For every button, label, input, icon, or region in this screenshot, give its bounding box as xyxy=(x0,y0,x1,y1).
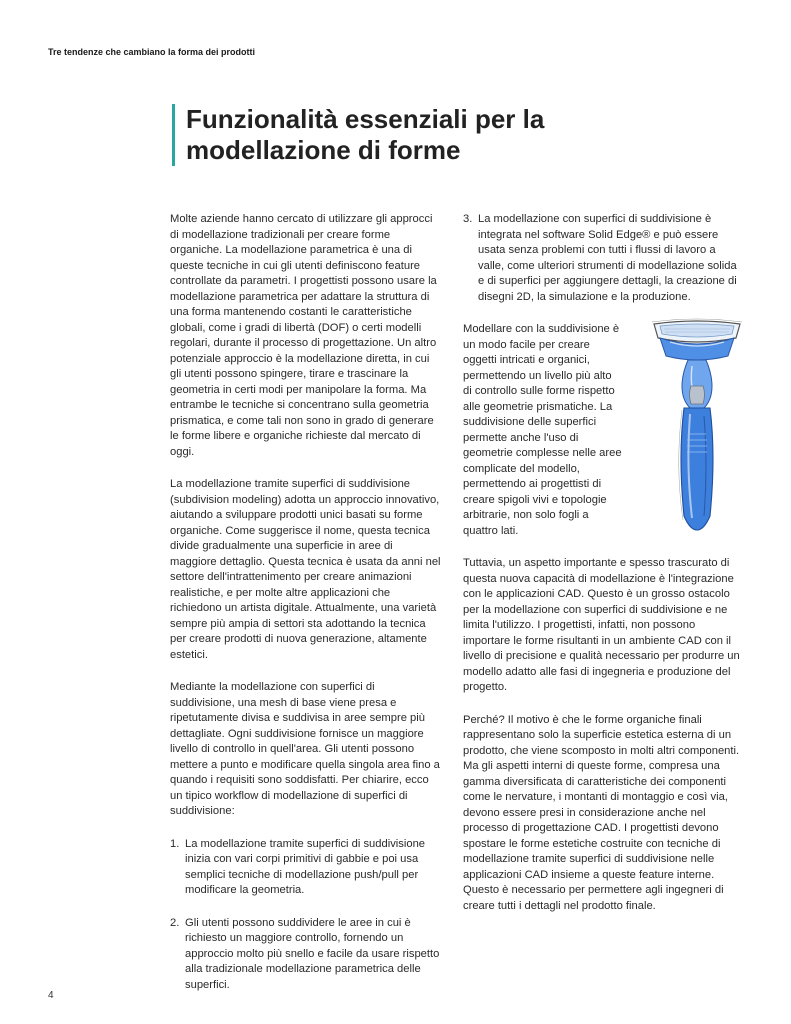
list-number: 2. xyxy=(170,916,180,929)
list-text: La modellazione tramite superfici di suddivisione inizia con vari corpi primitivi di gabbie e poi usa semplici tecniche di modellazione push/pull per modificare la geometria. xyxy=(185,837,426,896)
list-text: La modellazione con superfici di suddivisione è integrata nel software Solid Edge® e può essere usata senza problemi con tutti i flussi di lavoro a valle, come ulteriori strumenti di modellazione solida e di superfici per aggiungere dettagli, la creazione di disegni 2D, la simulazione e la produzione. xyxy=(478,213,737,303)
paragraph: Molte aziende hanno cercato di utilizzare gli approcci di modellazione tradizionali per creare forme organiche. La modellazione parametrica è una di queste tecniche in cui gli utenti definiscono feature controllate da parametri. I progettisti possono usare la modellazione parametrica per adattare la struttura di una forma mantenendo costanti le caratteristiche globali, come i gradi di libertà (DOF) o certi modelli regolari, durante il processo di progettazione. Un altro potenziale approccio è la modellazione diretta, in cui gli utenti possono spingere, tirare e trascinare la geometria in certi modi per manipolare la forma. Ma entrambe le tecniche si concentrano sulla geometria prismatica, e come tali non sono in grado di generare le forme libere e organiche richieste dal mercato di oggi. xyxy=(170,213,437,458)
workflow-list-continued xyxy=(463,212,741,305)
paragraph: Tuttavia, un aspetto importante e spesso trascurato di questa nuova capacità di modellazione è l'integrazione con le applicazioni CAD. Questo è un grosso ostacolo per la modellazione con superfici di suddivisione e ne limita l'utilizzo. I progettisti, infatti, non possono importare le forme risultanti in un ambiente CAD con il livello di precisione e qualità necessario per produrre un modello adatto alle fasi di ingegneria e produzione del progetto. xyxy=(463,557,740,693)
paragraph: Perché? Il motivo è che le forme organiche finali rappresentano solo la superficie estetica esterna di un prodotto, che viene scomposto in molti altri componenti. Ma gli aspetti interni di queste forme, compresa una gamma diversificata di caratteristiche dei componenti come le nervature, i montanti di montaggio e così via, devono essere presi in considerazione anche nel processo di progettazione CAD. I progettisti devono spostare le forme estetiche costruite con tecniche di modellazione tramite superfici di suddivisione nelle applicazioni CAD insieme a queste feature interne. Questo è necessario per permettere agli ingegneri di creare tutti i dettagli nel prodotto finale. xyxy=(463,713,740,912)
list-item xyxy=(170,916,442,994)
list-item xyxy=(463,212,741,305)
page-title-line1: Funzionalità essenziali per la xyxy=(186,104,545,134)
title-block xyxy=(172,104,706,166)
list-text: Gli utenti possono suddividere le aree in cui è richiesto un maggiore controllo, fornendo un approccio molto più snello e facile da usare rispetto alla tradizionale modellazione parametrica delle superfici. xyxy=(185,916,440,991)
list-number: 1. xyxy=(170,837,180,850)
left-column xyxy=(170,212,442,1010)
razor-sketch-icon xyxy=(648,316,746,538)
page-number: 4 xyxy=(48,990,54,1001)
running-header: Tre tendenze che cambiano la forma dei prodotti xyxy=(48,47,256,57)
page-title-line2: modellazione di forme xyxy=(186,135,461,165)
paragraph: Mediante la modellazione con superfici di suddivisione, una mesh di base viene presa e ripetutamente divisa e suddivisa in aree sempre più dettagliate. Ogni suddivisione fornisce un maggiore livello di controllo in quell'area. Gli utenti possono mettere a punto e modificare quella singola area fino a quando i requisiti sono soddisfatti. Per chiarire, ecco un tipico workflow di modellazione di superfici di suddivisione: xyxy=(170,681,440,817)
list-item xyxy=(170,837,442,899)
paragraph: Modellare con la suddivisione è un modo facile per creare oggetti intricati e organici, permettendo un livello più alto di controllo sulle forme rispetto alle geometrie prismatiche. La suddivisione delle superfici permette anche l'uso di geometrie complesse nelle aree complicate del modello, permettendo ai progettisti di creare spigoli vivi e topologie arbitrarie, non solo fogli a quattro lati. xyxy=(463,323,622,537)
list-number: 3. xyxy=(463,213,473,225)
page-title xyxy=(186,104,706,166)
paragraph: La modellazione tramite superfici di suddivisione (subdivision modeling) adotta un approccio innovativo, aiutando a sviluppare prodotti unici basati su forme organiche. Come suggerisce il nome, questa tecnica divide gradualmente una superficie in aree di maggiore dettaglio. Questa tecnica è usata da anni nel settore dell'intrattenimento per creare animazioni realistiche, e per molte altre applicazioni che richiedono un artista digitale. Attualmente, una varietà sempre più ampia di settori sta adottando la tecnica per creare prodotti di nuova generazione, altamente estetici. xyxy=(170,478,441,661)
workflow-list xyxy=(170,837,442,994)
